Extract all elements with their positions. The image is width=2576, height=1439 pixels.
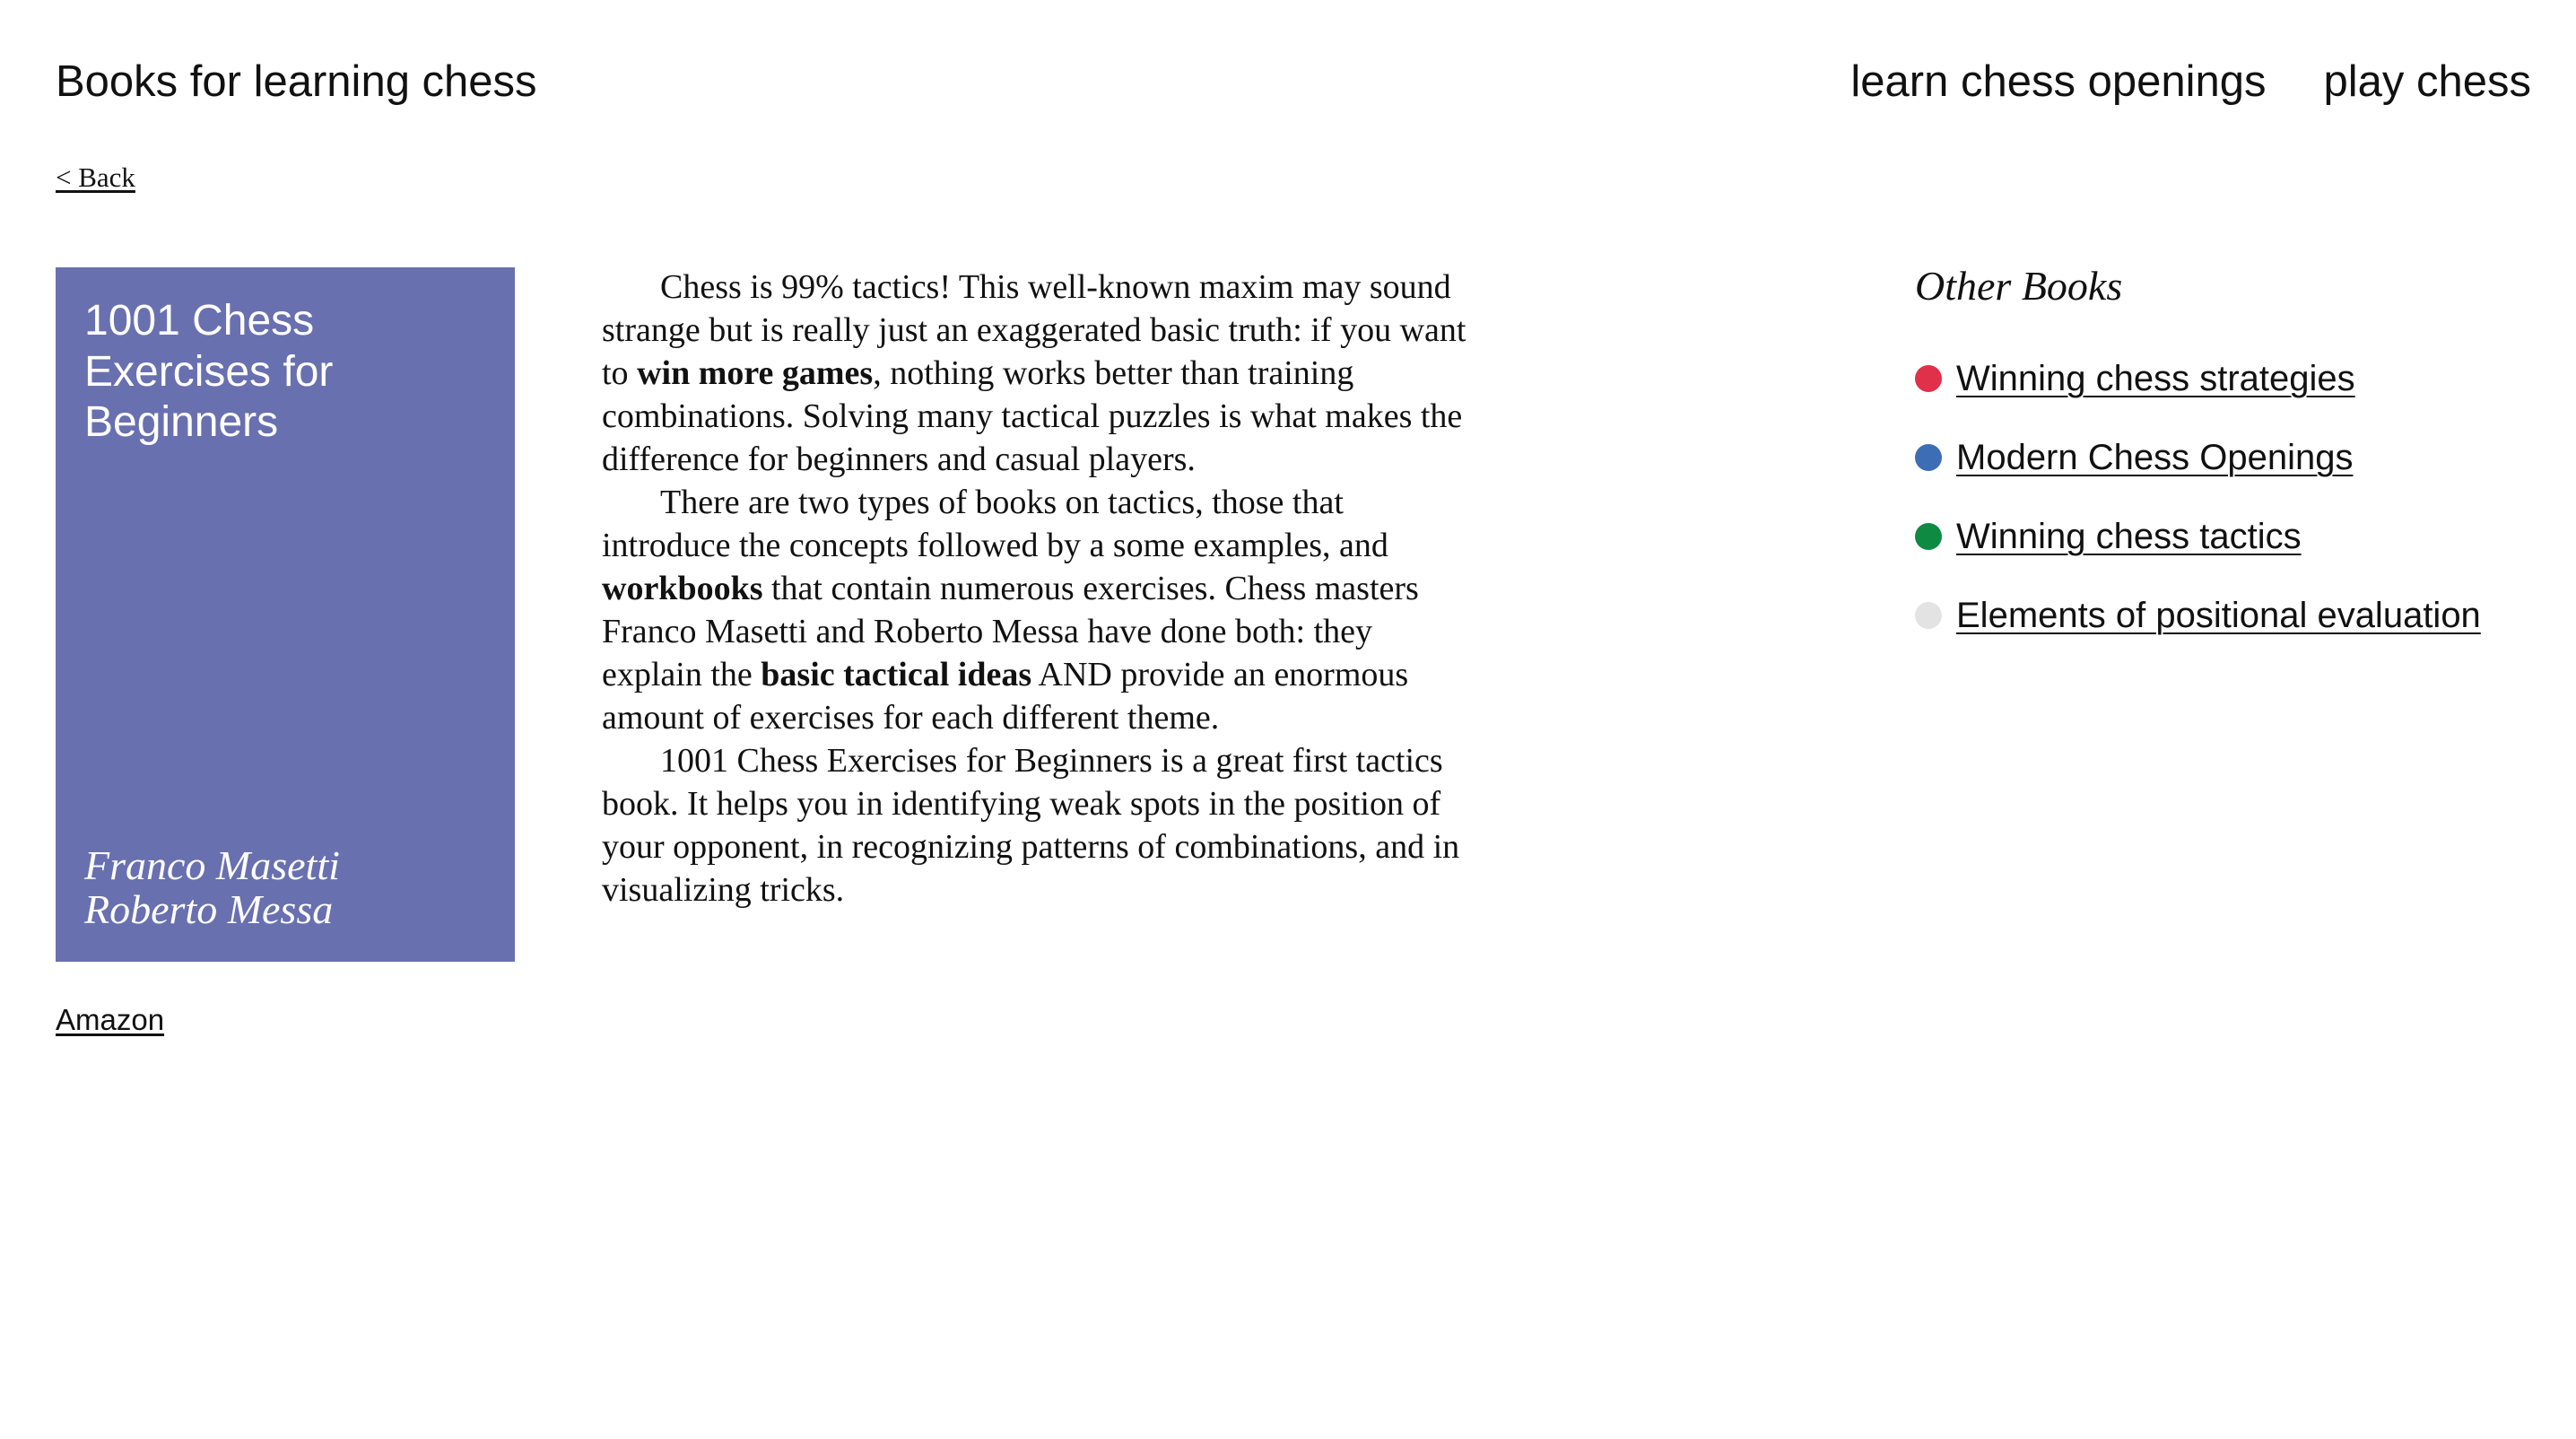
book-link-winning-chess-tactics[interactable]: Winning chess tactics — [1956, 516, 2302, 556]
list-item — [1915, 339, 2543, 418]
book-cover — [56, 267, 515, 962]
description-paragraph-3: 1001 Chess Exercises for Beginners is a great first tactics book. It helps you in identifying weak spots in the position of your opponent, in recognizing patterns of combinations, and in visualizing tricks. — [602, 742, 1460, 909]
red-dot-icon — [1915, 365, 1942, 392]
book-description — [602, 266, 1476, 911]
back-link[interactable]: < Back — [56, 161, 135, 193]
gray-dot-icon — [1915, 602, 1942, 629]
description-paragraph-1: Chess is 99% tactics! This well-known maxim may sound strange but is really just an exaggerated basic truth: if you want to win more games, nothing works better than training combinations. Solving many tactical puzzles is what makes the difference for beginners and casual players. — [602, 268, 1466, 478]
blue-dot-icon — [1915, 444, 1942, 471]
green-dot-icon — [1915, 523, 1942, 550]
other-books-panel — [1915, 260, 2543, 655]
top-nav — [1850, 56, 2531, 109]
book-link-elements-of-positional-evaluation[interactable]: Elements of positional evaluation — [1956, 595, 2481, 635]
description-paragraph-2: There are two types of books on tactics, those that introduce the concepts followed by a some examples, and workbooks that contain numerous exercises. Chess masters Franco Masetti and Roberto Messa have done both: they explain the basic tactical ideas AND provide an enormous amount of exercises for each different theme. — [602, 484, 1419, 737]
list-item — [1915, 418, 2543, 497]
list-item — [1915, 497, 2543, 576]
nav-link-play-chess[interactable]: play chess — [2323, 57, 2531, 106]
cover-title: 1001 Chess Exercises for Beginners — [84, 297, 334, 447]
cover-author-2: Roberto Messa — [84, 885, 334, 932]
other-books-heading: Other Books — [1915, 263, 2123, 309]
other-books-list — [1915, 339, 2543, 655]
list-item — [1915, 576, 2543, 655]
nav-link-learn-openings[interactable]: learn chess openings — [1850, 57, 2267, 106]
cover-authors — [84, 844, 340, 931]
book-link-modern-chess-openings[interactable]: Modern Chess Openings — [1956, 437, 2354, 477]
amazon-link[interactable]: Amazon — [56, 1003, 165, 1036]
site-title-link[interactable]: Books for learning chess — [56, 57, 537, 106]
book-link-winning-chess-strategies[interactable]: Winning chess strategies — [1956, 358, 2355, 398]
cover-author-1: Franco Masetti — [84, 842, 340, 889]
